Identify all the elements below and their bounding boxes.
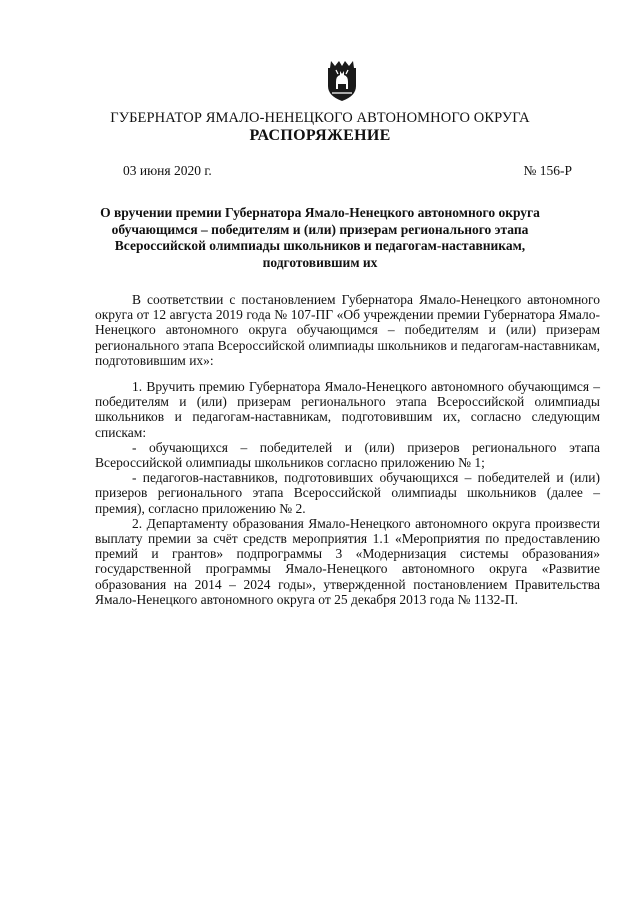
list-item: - педагогов-наставников, подготовивших обучающихся – победителей и (или) призеров регионального этапа Всероссийской олимпиады школьников (далее – премия), согласно приложению № 2. [95,470,600,516]
issuing-authority: ГУБЕРНАТОР ЯМАЛО-НЕНЕЦКОГО АВТОНОМНОГО ОКРУГА [110,110,530,126]
document-number: № 156-Р [523,163,572,178]
list-item: 1. Вручить премию Губернатора Ямало-Ненецкого автономного обучающимся – победителям и (или) призерам регионального этапа Всероссийской олимпиады школьников и педагогам-наставникам, подготовившим их, согласно следующим спискам: [95,379,600,440]
list-item: 2. Департаменту образования Ямало-Ненецкого автономного округа произвести выплату премии за счёт средств мероприятия 1.1 «Мероприятия по предоставлению премий и грантов» подпрограммы 3 «Модернизация системы образования» государственной программы Ямало-Ненецкого автономного округа «Развитие образования на 2014 – 2024 годы», утвержденной постановлением Правительства Ямало-Ненецкого автономного округа от 25 декабря 2013 года № 1132-П. [95,515,600,607]
coat-of-arms-emblem [325,58,359,102]
document-type: РАСПОРЯЖЕНИЕ [249,127,391,144]
intro-paragraph: В соответствии с постановлением Губернатора Ямало-Ненецкого автономного округа от 12 августа 2019 года № 107-ПГ «Об учреждении премии Губернатора Ямало-Ненецкого автономного округа обучающимся – победителям и (или) призерам регионального этапа Всероссийской олимпиады школьников и педагогам-наставникам, подготовившим их»: [95,292,600,368]
items-list [95,379,600,607]
document-title: О вручении премии Губернатора Ямало-Ненецкого автономного округа обучающимся – победителям и (или) призерам регионального этапа Всероссийской олимпиады школьников и педагогам-наставникам, подготовившим их [100,205,540,270]
document-date: 03 июня 2020 г. [123,163,212,178]
list-item: - обучающихся – победителей и (или) призеров регионального этапа Всероссийской олимпиады школьников согласно приложению № 1; [95,439,600,471]
